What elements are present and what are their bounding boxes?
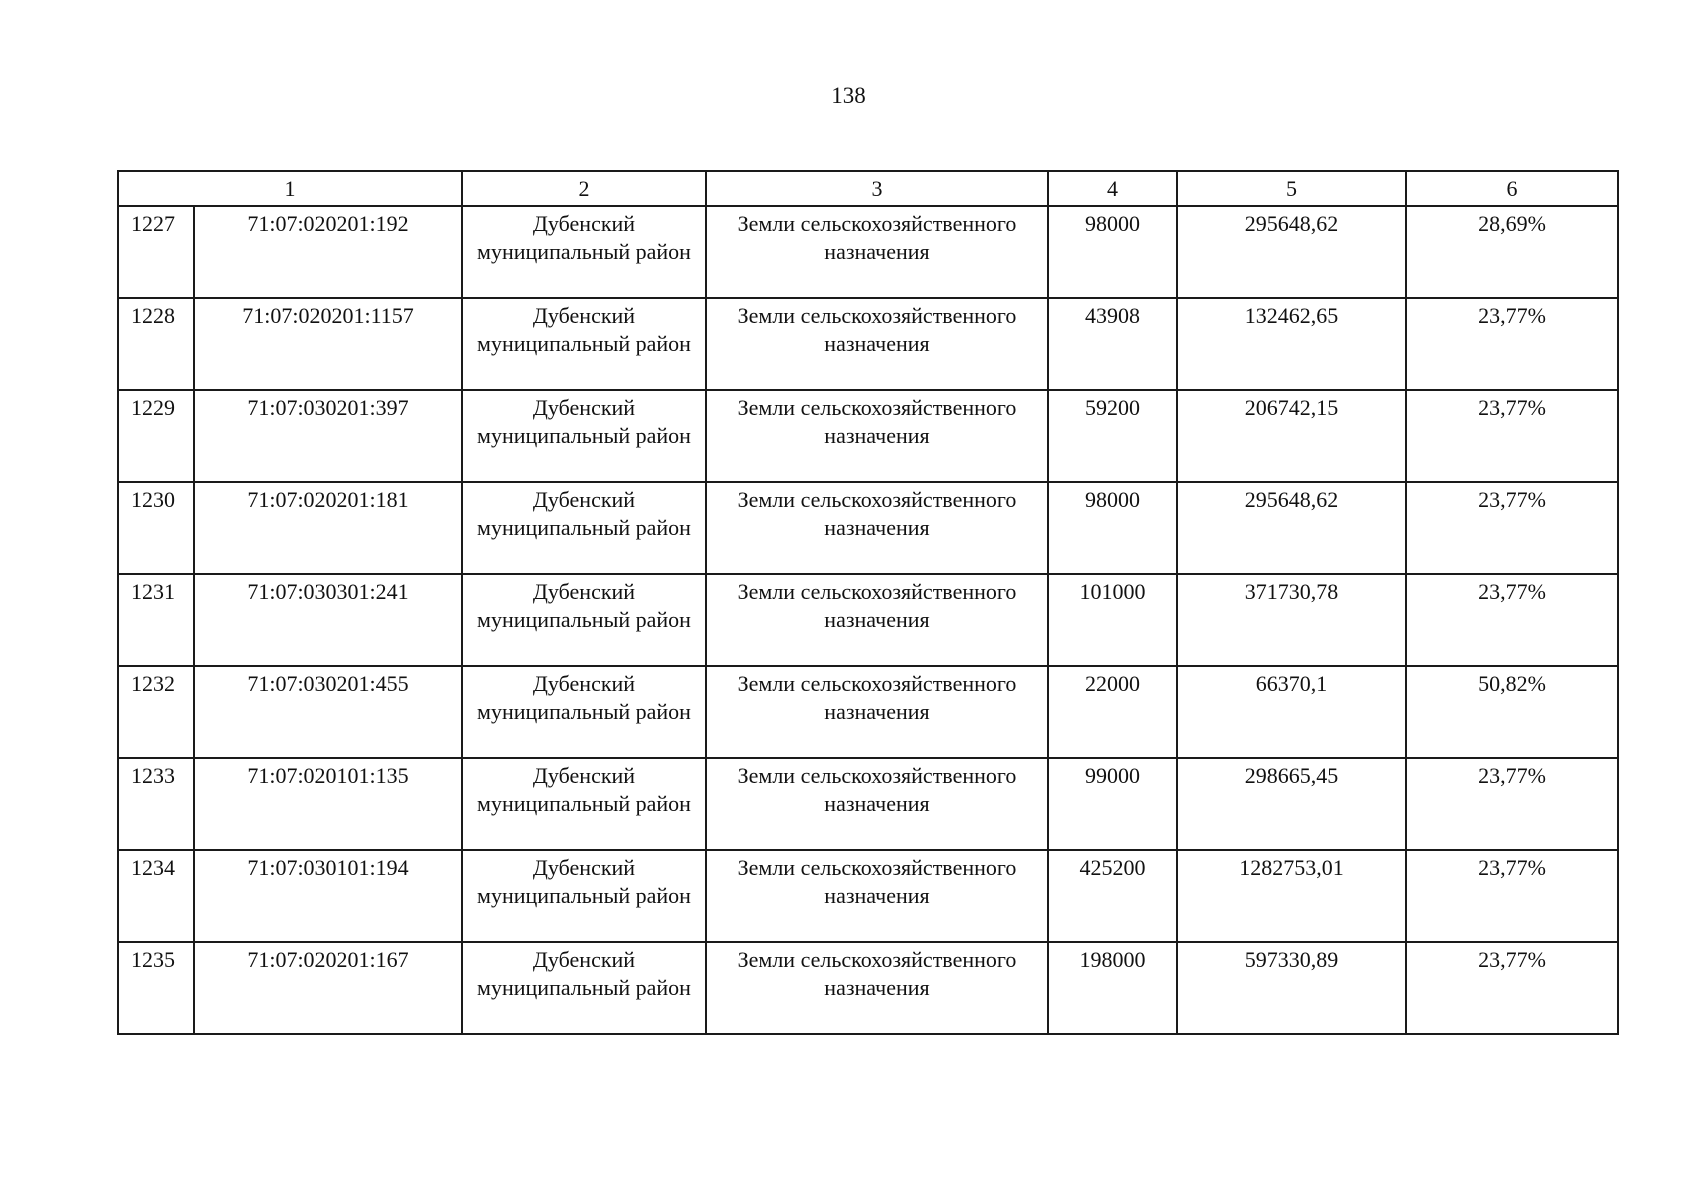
row-number: 1230 bbox=[118, 482, 194, 574]
district-cell: Дубенский муниципальный район bbox=[462, 390, 706, 482]
district-cell: Дубенский муниципальный район bbox=[462, 574, 706, 666]
area-cell: 43908 bbox=[1048, 298, 1177, 390]
page-number: 138 bbox=[831, 83, 866, 108]
land-category-cell: Земли сельскохозяйственного назначения bbox=[706, 666, 1048, 758]
land-category-cell: Земли сельскохозяйственного назначения bbox=[706, 206, 1048, 298]
rate-cell: 50,82% bbox=[1406, 666, 1618, 758]
area-cell: 98000 bbox=[1048, 482, 1177, 574]
row-number: 1227 bbox=[118, 206, 194, 298]
district-cell: Дубенский муниципальный район bbox=[462, 298, 706, 390]
table-row bbox=[118, 390, 1618, 482]
cadastral-number: 71:07:020201:181 bbox=[194, 482, 462, 574]
value-cell: 206742,15 bbox=[1177, 390, 1406, 482]
value-cell: 66370,1 bbox=[1177, 666, 1406, 758]
land-parcel-table bbox=[117, 170, 1619, 1035]
area-cell: 425200 bbox=[1048, 850, 1177, 942]
column-header: 5 bbox=[1177, 171, 1406, 206]
area-cell: 198000 bbox=[1048, 942, 1177, 1034]
district-cell: Дубенский муниципальный район bbox=[462, 850, 706, 942]
table-row bbox=[118, 850, 1618, 942]
column-header: 4 bbox=[1048, 171, 1177, 206]
value-cell: 597330,89 bbox=[1177, 942, 1406, 1034]
rate-cell: 23,77% bbox=[1406, 942, 1618, 1034]
area-cell: 98000 bbox=[1048, 206, 1177, 298]
row-number: 1229 bbox=[118, 390, 194, 482]
district-cell: Дубенский муниципальный район bbox=[462, 758, 706, 850]
rate-cell: 23,77% bbox=[1406, 482, 1618, 574]
cadastral-number: 71:07:030101:194 bbox=[194, 850, 462, 942]
land-category-cell: Земли сельскохозяйственного назначения bbox=[706, 298, 1048, 390]
value-cell: 132462,65 bbox=[1177, 298, 1406, 390]
table-row bbox=[118, 206, 1618, 298]
table-row bbox=[118, 666, 1618, 758]
cadastral-number: 71:07:030301:241 bbox=[194, 574, 462, 666]
column-header: 1 bbox=[118, 171, 462, 206]
district-cell: Дубенский муниципальный район bbox=[462, 482, 706, 574]
value-cell: 295648,62 bbox=[1177, 206, 1406, 298]
row-number: 1233 bbox=[118, 758, 194, 850]
land-category-cell: Земли сельскохозяйственного назначения bbox=[706, 942, 1048, 1034]
land-category-cell: Земли сельскохозяйственного назначения bbox=[706, 482, 1048, 574]
table-row bbox=[118, 298, 1618, 390]
value-cell: 295648,62 bbox=[1177, 482, 1406, 574]
rate-cell: 23,77% bbox=[1406, 850, 1618, 942]
column-header: 3 bbox=[706, 171, 1048, 206]
table-row bbox=[118, 482, 1618, 574]
land-category-cell: Земли сельскохозяйственного назначения bbox=[706, 574, 1048, 666]
cadastral-number: 71:07:020101:135 bbox=[194, 758, 462, 850]
table-row bbox=[118, 574, 1618, 666]
column-header: 6 bbox=[1406, 171, 1618, 206]
cadastral-number: 71:07:020201:192 bbox=[194, 206, 462, 298]
land-category-cell: Земли сельскохозяйственного назначения bbox=[706, 850, 1048, 942]
rate-cell: 23,77% bbox=[1406, 758, 1618, 850]
rate-cell: 23,77% bbox=[1406, 298, 1618, 390]
row-number: 1235 bbox=[118, 942, 194, 1034]
area-cell: 99000 bbox=[1048, 758, 1177, 850]
area-cell: 22000 bbox=[1048, 666, 1177, 758]
area-cell: 59200 bbox=[1048, 390, 1177, 482]
value-cell: 1282753,01 bbox=[1177, 850, 1406, 942]
district-cell: Дубенский муниципальный район bbox=[462, 666, 706, 758]
column-header: 2 bbox=[462, 171, 706, 206]
land-category-cell: Земли сельскохозяйственного назначения bbox=[706, 758, 1048, 850]
cadastral-number: 71:07:030201:455 bbox=[194, 666, 462, 758]
area-cell: 101000 bbox=[1048, 574, 1177, 666]
value-cell: 371730,78 bbox=[1177, 574, 1406, 666]
rate-cell: 23,77% bbox=[1406, 574, 1618, 666]
rate-cell: 28,69% bbox=[1406, 206, 1618, 298]
table-row bbox=[118, 942, 1618, 1034]
district-cell: Дубенский муниципальный район bbox=[462, 942, 706, 1034]
row-number: 1232 bbox=[118, 666, 194, 758]
row-number: 1234 bbox=[118, 850, 194, 942]
cadastral-number: 71:07:020201:167 bbox=[194, 942, 462, 1034]
district-cell: Дубенский муниципальный район bbox=[462, 206, 706, 298]
table-row bbox=[118, 758, 1618, 850]
row-number: 1231 bbox=[118, 574, 194, 666]
row-number: 1228 bbox=[118, 298, 194, 390]
cadastral-number: 71:07:020201:1157 bbox=[194, 298, 462, 390]
table-header-row bbox=[118, 171, 1618, 206]
cadastral-number: 71:07:030201:397 bbox=[194, 390, 462, 482]
value-cell: 298665,45 bbox=[1177, 758, 1406, 850]
rate-cell: 23,77% bbox=[1406, 390, 1618, 482]
land-category-cell: Земли сельскохозяйственного назначения bbox=[706, 390, 1048, 482]
